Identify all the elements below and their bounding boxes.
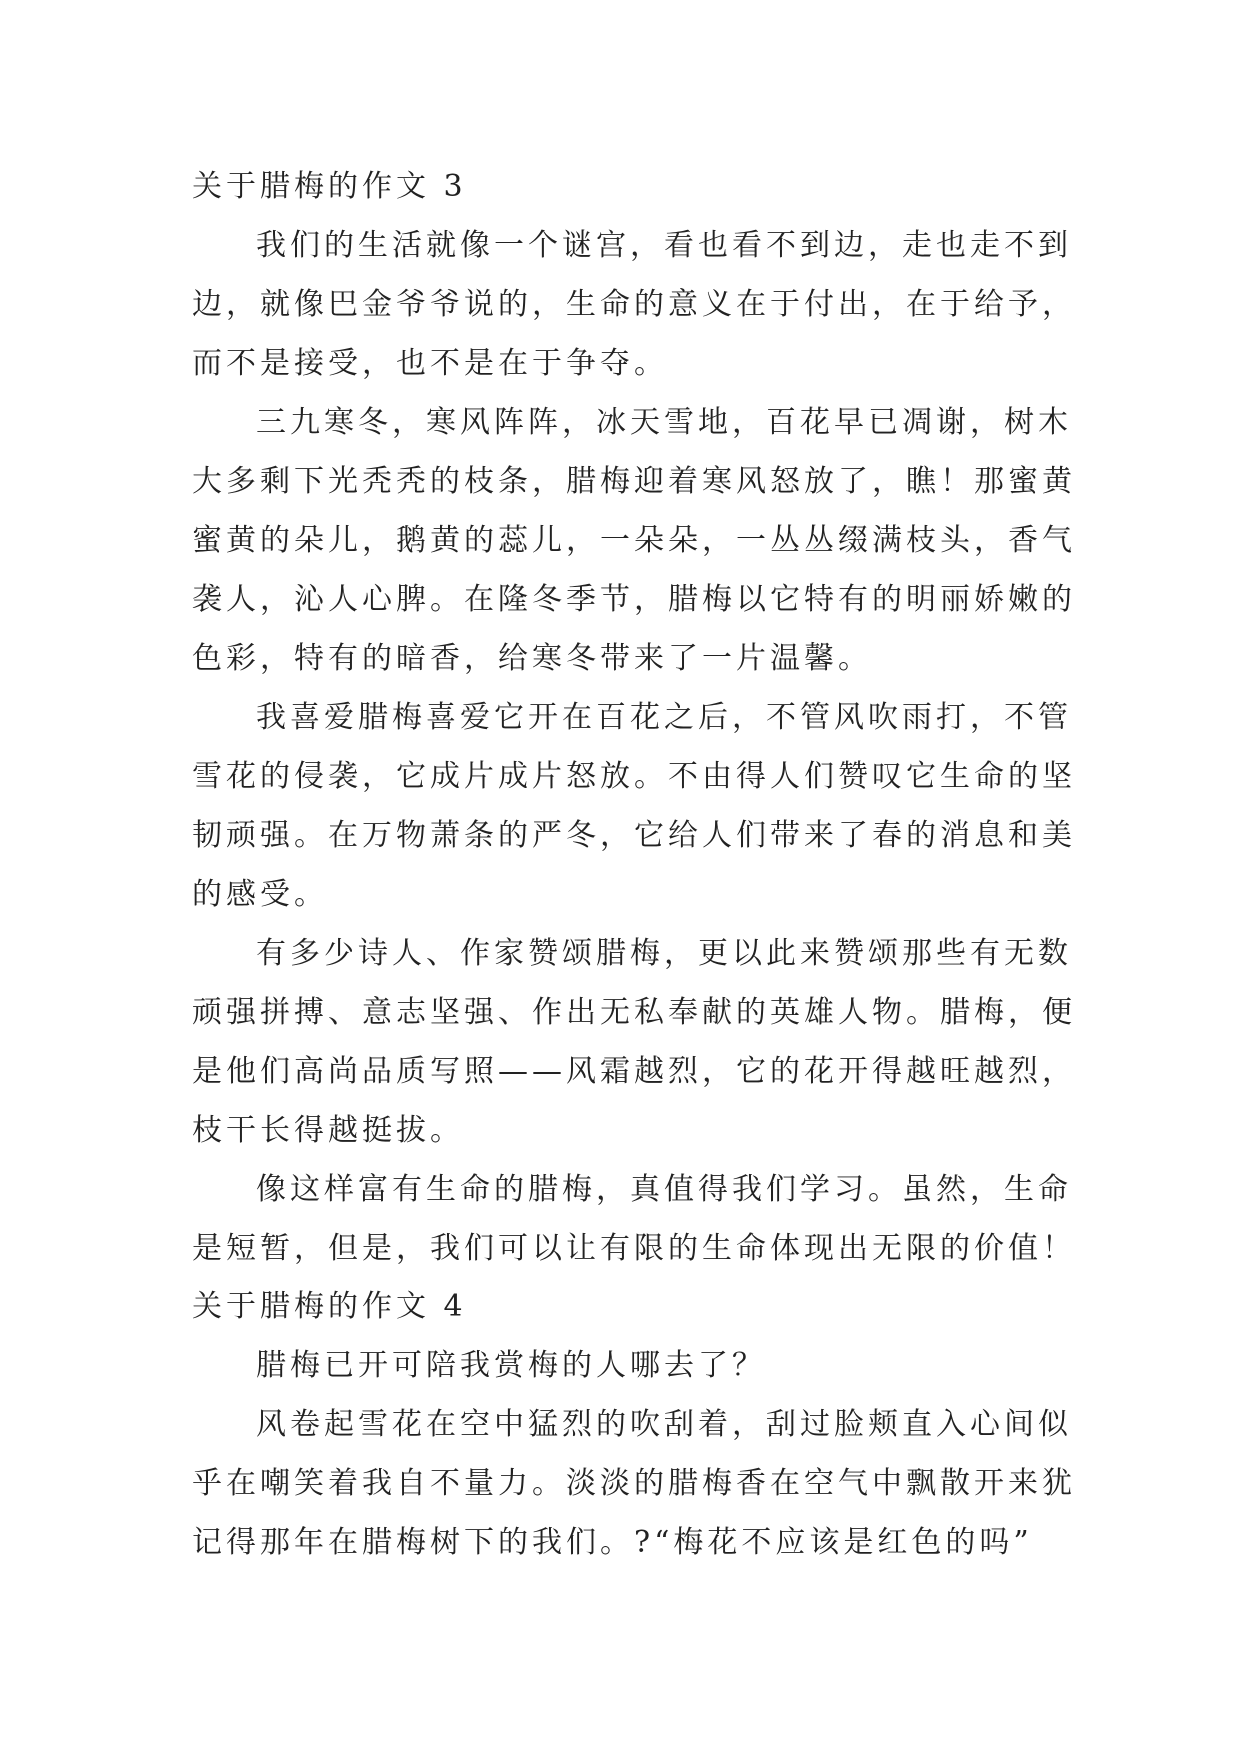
paragraph-line: 乎在嘲笑着我自不量力。淡淡的腊梅香在空气中飘散开来犹 xyxy=(192,1466,1076,1501)
paragraph-line: 风卷起雪花在空中猛烈的吹刮着，刮过脸颊直入心间似 xyxy=(256,1407,1072,1442)
paragraph xyxy=(192,1160,1076,1278)
section-heading: 关于腊梅的作文 3 xyxy=(192,169,467,204)
paragraph xyxy=(192,1395,1076,1572)
paragraph-line: 韧顽强。在万物萧条的严冬，它给人们带来了春的消息和美 xyxy=(192,818,1076,853)
paragraph-line: 三九寒冬，寒风阵阵，冰天雪地，百花早已凋谢，树木 xyxy=(256,405,1072,440)
paragraph-line: 边，就像巴金爷爷说的，生命的意义在于付出，在于给予， xyxy=(192,287,1076,322)
paragraph-line: 大多剩下光秃秃的枝条，腊梅迎着寒风怒放了，瞧！那蜜黄 xyxy=(192,464,1076,499)
paragraph-line: 蜜黄的朵儿，鹅黄的蕊儿，一朵朵，一丛丛缀满枝头，香气 xyxy=(192,523,1076,558)
paragraph xyxy=(192,393,1076,688)
paragraph-line: 记得那年在腊梅树下的我们。?“梅花不应该是红色的吗” xyxy=(192,1525,1033,1560)
paragraph xyxy=(192,924,1076,1160)
paragraph-line: 我们的生活就像一个谜宫，看也看不到边，走也走不到 xyxy=(256,228,1072,263)
paragraph-line: 雪花的侵袭，它成片成片怒放。不由得人们赞叹它生命的坚 xyxy=(192,759,1076,794)
paragraph xyxy=(192,1336,1072,1395)
paragraph-line: 顽强拼搏、意志坚强、作出无私奉献的英雄人物。腊梅，便 xyxy=(192,995,1076,1030)
section-heading: 关于腊梅的作文 4 xyxy=(192,1289,467,1324)
paragraph xyxy=(192,688,1076,924)
paragraph-line: 像这样富有生命的腊梅，真值得我们学习。虽然，生命 xyxy=(256,1172,1072,1207)
paragraph-line: 有多少诗人、作家赞颂腊梅，更以此来赞颂那些有无数 xyxy=(256,936,1072,971)
paragraph-line: 我喜爱腊梅喜爱它开在百花之后，不管风吹雨打，不管 xyxy=(256,700,1072,735)
paragraph-line: 是短暂，但是，我们可以让有限的生命体现出无限的价值！ xyxy=(192,1231,1076,1266)
paragraph-line: 的感受。 xyxy=(192,877,328,912)
paragraph-line: 腊梅已开可陪我赏梅的人哪去了？ xyxy=(256,1348,766,1383)
paragraph xyxy=(192,216,1076,393)
document-body xyxy=(192,158,1076,1572)
paragraph-line: 是他们高尚品质写照——风霜越烈，它的花开得越旺越烈， xyxy=(192,1054,1076,1089)
paragraph-line: 袭人，沁人心脾。在隆冬季节，腊梅以它特有的明丽娇嫩的 xyxy=(192,582,1076,617)
paragraph-line: 枝干长得越挺拔。 xyxy=(192,1113,464,1148)
paragraph-line: 色彩，特有的暗香，给寒冬带来了一片温馨。 xyxy=(192,641,872,676)
paragraph-line: 而不是接受，也不是在于争夺。 xyxy=(192,346,668,381)
